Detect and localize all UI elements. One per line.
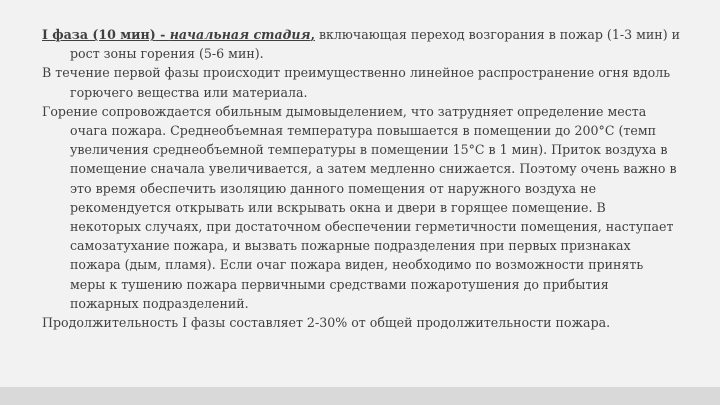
paragraph-phase-intro — [42, 25, 680, 63]
paragraph-fire-spread: В течение первой фазы происходит преимущественно линейное распространение огня вдоль горючего вещества или материала. — [42, 65, 671, 100]
paragraph-duration: Продолжительность I фазы составляет 2-30% от общей продолжительности пожара. — [42, 315, 611, 331]
phase-stage-name: начальная стадия — [169, 27, 311, 42]
phase-intro-text: включающая переход возгорания в пожар (1-3 мин) и рост зоны горения (5-6 мин). — [70, 27, 681, 62]
phase-title: I фаза (10 мин) — [42, 27, 156, 42]
phase-title-separator: - — [155, 27, 170, 42]
footer-bar — [0, 387, 720, 405]
slide-body — [42, 25, 680, 332]
paragraph-combustion: Горение сопровождается обильным дымовыделением, что затрудняет определение места очага пожара. Среднеобъемная температура повышается в помещении до 200°С (темп увеличения среднеобъемной температуры в помещении 15°С в 1 мин). Приток воздуха в помещение сначала увеличивается, а затем медленно снижается. Поэтому очень важно в это время обеспечить изоляцию данного помещения от наружного воздуха не рекомендуется открывать или вскрывать окна и двери в горящее помещение. В некоторых случаях, при достаточном обеспечении герметичности помещения, наступает самозатухание пожара, и вызвать пожарные подразделения при первых признаках пожара (дым, пламя). Если очаг пожара виден, необходимо по возможности принять меры к тушению пожара первичными средствами пожаротушения до прибытия пожарных подразделений. — [42, 103, 677, 311]
phase-title-comma: , — [310, 27, 315, 42]
